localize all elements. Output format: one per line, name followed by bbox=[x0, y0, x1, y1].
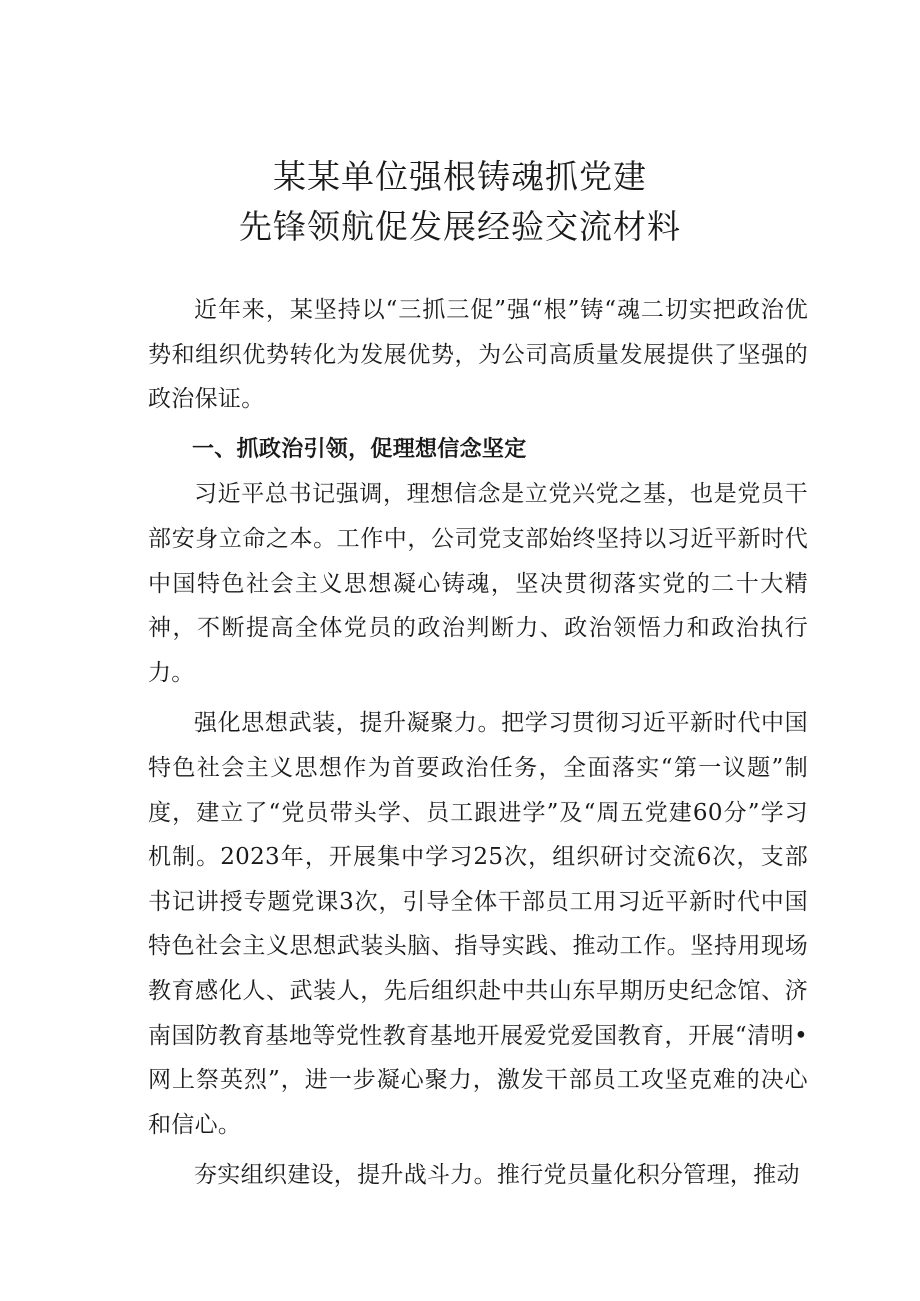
title-line-2: 先锋领航促发展经验交流材料 bbox=[239, 207, 681, 246]
paragraph-3: 夯实组织建设，提升战斗力。推行党员量化积分管理，推动 bbox=[194, 1162, 800, 1189]
section-heading-1: 一、抓政治引领，促理想信念坚定 bbox=[192, 436, 527, 462]
paragraph-2: 强化思想武装，提升凝聚力。把学习贯彻习近平新时代中国特色社会主义思想作为首要政治任务，全面落实“第一议题”制度，建立了“党员带头学、员工跟进学”及“周五党建60分”学习机制。2023年，开展集中学习25次，组织研讨交流6次，支部书记讲授专题党课3次，引导全体干部员工用习近平新时代中国特色社会主义思想武装头脑、指导实践、推动工作。坚持用现场教育感化人、武装人，先后组织赴中共山东早期历史纪念馆、济南国防教育基地等党性教育基地开展爱党爱国教育，开展“清明•网上祭英烈”，进一步凝心聚力，激发干部员工攻坚克难的决心和信心。 bbox=[148, 710, 808, 1138]
intro-paragraph: 近年来，某坚持以“三抓三促”强“根”铸“魂二切实把政治优势和组织优势转化为发展优势，为公司高质量发展提供了坚强的政治保证。 bbox=[148, 297, 808, 413]
document-title bbox=[0, 152, 920, 252]
paragraph-1: 习近平总书记强调，理想信念是立党兴党之基，也是党员干部安身立命之本。工作中，公司党支部始终坚持以习近平新时代中国特色社会主义思想凝心铸魂，坚决贯彻落实党的二十大精神，不断提高全体党员的政治判断力、政治领悟力和政治执行力。 bbox=[148, 481, 808, 686]
title-line-1: 某某单位强根铸魂抓党建 bbox=[273, 157, 647, 196]
document-body bbox=[148, 288, 808, 1198]
